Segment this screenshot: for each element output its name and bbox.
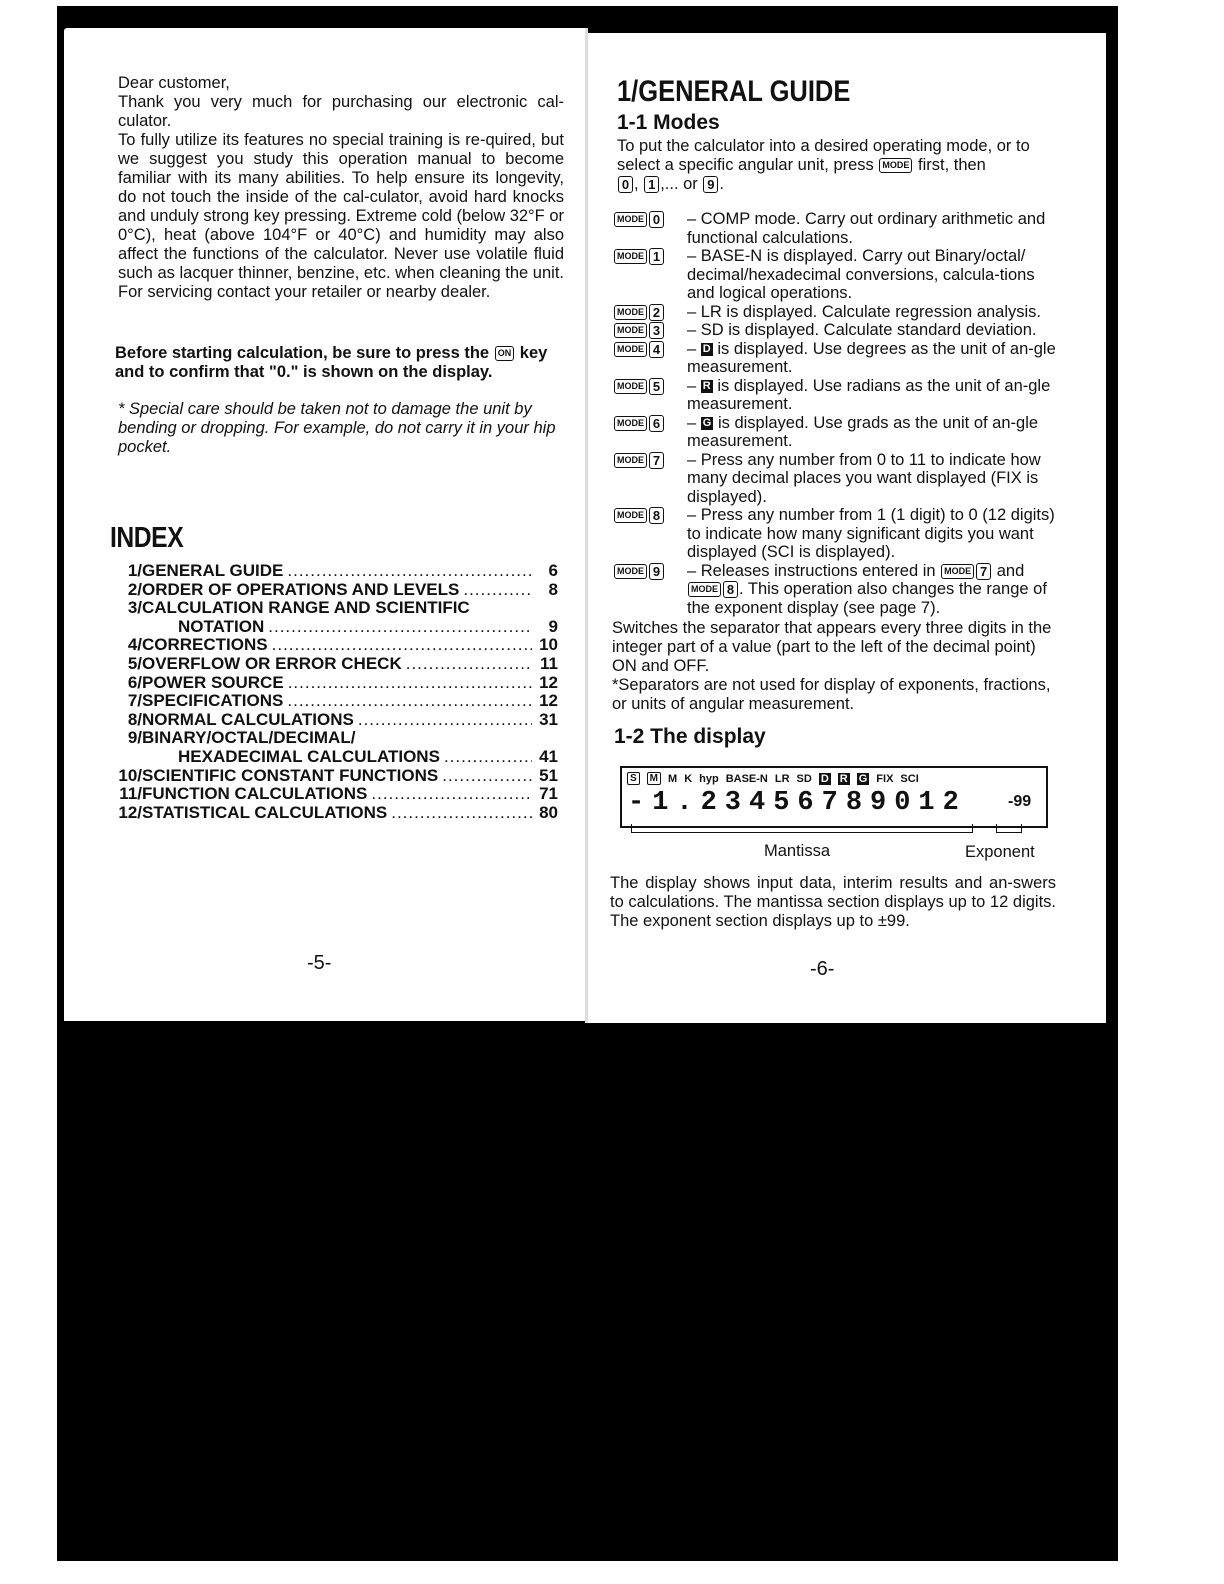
index-entry-page: 51 xyxy=(539,765,558,785)
number-key-icon: 7 xyxy=(649,452,664,469)
index-entry xyxy=(108,581,558,600)
index-entry-title: OVERFLOW OR ERROR CHECK xyxy=(142,653,402,673)
annunciator-lr-icon: LR xyxy=(774,772,790,785)
modes-intro-a: To put the calculator into a desired operating mode, or to select a specific angular unit, press xyxy=(617,137,1030,174)
exponent-bracket xyxy=(996,824,1022,833)
index-entry-number: 5/ xyxy=(127,653,142,673)
index-entry-number: 12/ xyxy=(118,802,142,822)
index-entry-page: 10 xyxy=(539,635,558,655)
mode-text: – Releases instructions entered in xyxy=(687,561,936,580)
index-entry-title: CORRECTIONS xyxy=(142,635,268,655)
calculator-display xyxy=(620,766,1048,828)
index-entry-leader xyxy=(391,804,532,823)
angle-indicator-icon: G xyxy=(702,416,712,429)
mode-dash: – xyxy=(687,413,697,432)
mode-key-combo xyxy=(613,414,687,451)
index-entry-leader xyxy=(406,655,532,674)
right-page xyxy=(588,33,1106,1023)
mode-key-combo xyxy=(613,303,687,322)
mode-text: – LR is displayed. Calculate regression analysis. xyxy=(687,302,1042,321)
mode-description xyxy=(687,451,1063,507)
index-entry xyxy=(108,711,558,730)
mode-entry xyxy=(613,210,1063,247)
annunciator-m-icon: M xyxy=(647,772,661,785)
mantissa-bracket xyxy=(631,824,973,833)
intro-text xyxy=(118,74,564,302)
index-entry-leader xyxy=(444,748,532,767)
annunciator-r-icon: R xyxy=(839,772,848,785)
left-page xyxy=(64,28,585,1021)
mode-key-icon: MODE xyxy=(614,453,647,468)
index-entry-number: 10/ xyxy=(118,765,142,785)
display-annunciators xyxy=(627,772,919,785)
number-key-icon: 2 xyxy=(649,304,664,321)
mode-key-icon: MODE xyxy=(614,508,647,523)
mode-key-icon: MODE xyxy=(614,564,647,579)
index-entry-number: 4/ xyxy=(127,635,142,655)
index-entry-leader xyxy=(288,674,532,693)
mode-description xyxy=(687,210,1063,247)
mode-entry xyxy=(613,321,1063,340)
index-entry-page: 6 xyxy=(548,561,558,580)
mode-key-combo xyxy=(613,562,687,618)
angle-indicator-icon: D xyxy=(702,342,711,355)
angle-indicator-icon: R xyxy=(702,379,711,392)
mode-description xyxy=(687,303,1063,322)
mode-key-icon: MODE xyxy=(614,323,647,338)
index-entry-number: 6/ xyxy=(127,672,142,692)
display-exponent-value: -99 xyxy=(1008,793,1032,810)
mode-description xyxy=(687,562,1063,618)
mode-description xyxy=(687,377,1063,414)
page-number-right: -6- xyxy=(810,958,835,980)
mode-key-icon: MODE xyxy=(614,249,647,264)
index-entry-page: 9 xyxy=(548,616,558,636)
mode-key-combo xyxy=(613,340,687,377)
mode-dash: – xyxy=(687,376,697,395)
mode-key-combo xyxy=(613,210,687,247)
zero-key-icon: 0 xyxy=(618,176,633,193)
mode-key-icon: MODE xyxy=(614,416,647,431)
modes-subheading: 1-1 Modes xyxy=(617,111,720,134)
index-entry-title: FUNCTION CALCULATIONS xyxy=(142,784,368,804)
number-key-icon: 9 xyxy=(649,563,664,580)
mantissa-label: Mantissa xyxy=(764,842,831,860)
mode-key-icon: MODE xyxy=(688,582,721,597)
index-entry xyxy=(108,729,558,748)
seven-key-icon: 7 xyxy=(976,563,991,580)
care-note: * Special care should be taken not to damage the unit by bending or dropping. For example, do not carry it in your hip pocket. xyxy=(118,400,556,456)
index-entry-page: 71 xyxy=(539,784,558,804)
number-key-icon: 6 xyxy=(649,415,664,432)
index-entry-title: STATISTICAL CALCULATIONS xyxy=(142,802,388,822)
mode-text: – Press any number from 0 to 11 to indicate how many decimal places you want displayed (FIX is displayed). xyxy=(687,450,1041,506)
care-paragraph: To fully utilize its features no special training is re-quired, but we suggest you study this operation manual to become familiar with its many abilities. To help ensure its longevity, do not touch the inside of the cal-culator, avoid hard knocks and unduly strong key pressing. Extreme cold (below 32°F or 0°C), heat (above 104°F or 40°C) and humidity may also affect the functions of the calculator. Never use volatile fluid such as lacquer thinner, benzine, etc. when cleaning the unit. For servicing contact your retailer or nearby dealer. xyxy=(118,131,564,301)
modes-intro-dots: ,... or xyxy=(660,175,698,193)
mode-key-combo xyxy=(613,321,687,340)
index-entry-number: 1/ xyxy=(127,561,142,580)
nine-key-icon: 9 xyxy=(703,176,718,193)
mode-key-icon: MODE xyxy=(614,379,647,394)
exponent-label: Exponent xyxy=(965,843,1035,861)
mode-description xyxy=(687,414,1063,451)
eight-key-icon: 8 xyxy=(723,581,738,598)
annunciator-fix-icon: FIX xyxy=(876,772,894,785)
index-entry xyxy=(108,599,558,618)
index-entry-page: 12 xyxy=(539,672,558,692)
index-entry-title: NORMAL CALCULATIONS xyxy=(142,709,354,729)
index-entry-number: 2/ xyxy=(127,579,142,599)
index-entry-page: 11 xyxy=(540,653,558,673)
one-key-icon: 1 xyxy=(644,176,659,193)
index-entry-page: 80 xyxy=(539,802,558,822)
mode-description xyxy=(687,340,1063,377)
mode-key-icon: MODE xyxy=(614,212,647,227)
index-entry-title: GENERAL GUIDE xyxy=(142,561,284,580)
modes-intro: To put the calculator into a desired operating mode, or to select a specific angular unit, press MODE first, then 0 , 1 ,... or 9 . xyxy=(617,137,1030,193)
annunciator-base-n-icon: BASE-N xyxy=(725,772,768,785)
mode-dash: – xyxy=(687,339,697,358)
number-key-icon: 0 xyxy=(649,211,664,228)
index-entry-number: 8/ xyxy=(127,709,142,729)
index-entry xyxy=(108,748,558,767)
mode-entry xyxy=(613,414,1063,451)
mode-entry xyxy=(613,247,1063,303)
on-key-icon: ON xyxy=(495,346,515,361)
notice-before: Before starting calculation, be sure to press the xyxy=(115,344,490,362)
index-entry-number: 7/ xyxy=(127,691,142,711)
annunciator-hyp-icon: hyp xyxy=(699,772,719,785)
mode-text: – SD is displayed. Calculate standard deviation. xyxy=(687,321,1037,339)
mode-key-icon: MODE xyxy=(879,158,912,173)
annunciator-k-icon: K xyxy=(684,772,693,785)
number-key-icon: 1 xyxy=(649,248,664,265)
notice-paragraph xyxy=(115,344,567,382)
mode-entry xyxy=(613,506,1063,562)
mode-key-combo xyxy=(613,247,687,303)
index-entry-title: SPECIFICATIONS xyxy=(142,691,284,711)
greeting: Dear customer, xyxy=(118,74,230,92)
mode-description xyxy=(687,321,1063,340)
index-entry xyxy=(108,636,558,655)
mode-entry xyxy=(613,562,1063,618)
annunciator-s-icon: S xyxy=(627,772,640,785)
index-list xyxy=(108,562,558,822)
index-entry-title: ORDER OF OPERATIONS AND LEVELS xyxy=(142,579,460,599)
index-entry-page: 41 xyxy=(539,746,558,766)
mode-entry xyxy=(613,451,1063,507)
section-heading: 1/GENERAL GUIDE xyxy=(617,75,851,108)
annunciator-g-icon: G xyxy=(858,772,868,785)
mode-text-and: and xyxy=(996,561,1025,580)
annunciator-sci-icon: SCI xyxy=(900,772,919,785)
modes-intro-b: first, then xyxy=(918,156,986,174)
index-entry-leader xyxy=(287,692,532,711)
display-mantissa-value: -1.23456789012 xyxy=(628,788,967,818)
thanks-paragraph: Thank you very much for purchasing our electronic cal-culator. xyxy=(118,93,564,130)
index-entry-title: NOTATION xyxy=(178,616,265,636)
index-entry-number: 9/ xyxy=(127,728,142,748)
mode-entry xyxy=(613,303,1063,322)
mode-description xyxy=(687,247,1063,303)
index-entry-leader xyxy=(358,711,532,730)
index-entry-page: 12 xyxy=(539,691,558,711)
index-entry-title: CALCULATION RANGE AND SCIENTIFIC xyxy=(142,598,470,618)
index-entry-number: 3/ xyxy=(127,598,142,618)
index-heading: INDEX xyxy=(110,522,184,554)
annunciator-sd-icon: SD xyxy=(796,772,812,785)
index-entry-number: 11/ xyxy=(119,784,142,804)
index-entry-title: SCIENTIFIC CONSTANT FUNCTIONS xyxy=(142,765,439,785)
mode-key-combo xyxy=(613,377,687,414)
mode-text: is displayed. Use degrees as the unit of an-gle measurement. xyxy=(687,339,1056,376)
index-entry xyxy=(108,562,558,581)
annunciator-d-icon: D xyxy=(820,772,829,785)
mode-key-icon: MODE xyxy=(614,342,647,357)
index-entry xyxy=(108,804,558,823)
mode-text: – Press any number from 1 (1 digit) to 0 (12 digits) to indicate how many significant digits you want displayed (SCI is displayed). xyxy=(687,506,1055,561)
index-entry xyxy=(108,692,558,711)
mode-entry xyxy=(613,340,1063,377)
index-entry xyxy=(108,785,558,804)
number-key-icon: 8 xyxy=(649,507,664,524)
modes-list xyxy=(613,210,1063,617)
notice-after: key and to confirm that "0." is shown on the display. xyxy=(115,344,548,381)
index-entry-title: HEXADECIMAL CALCULATIONS xyxy=(178,746,440,766)
modes-intro-sep: , xyxy=(634,175,639,193)
number-key-icon: 4 xyxy=(649,341,664,358)
index-entry-leader xyxy=(371,785,532,804)
separator-note-2: *Separators are not used for display of exponents, fractions, or units of angular measurement. xyxy=(612,676,1051,713)
annunciator-m-icon: M xyxy=(668,772,678,785)
index-entry-page: 31 xyxy=(539,709,558,729)
index-entry-title: BINARY/OCTAL/DECIMAL/ xyxy=(142,728,356,748)
index-entry-leader xyxy=(463,581,532,600)
mode-text: – BASE-N is displayed. Carry out Binary/octal/ decimal/hexadecimal conversions, calcula-tions and logical operations. xyxy=(687,247,1035,302)
index-entry-leader xyxy=(268,618,532,637)
separator-note: Switches the separator that appears every three digits in the integer part of a value (part to the left of the decimal point) ON and OFF. xyxy=(612,619,1052,675)
index-entry xyxy=(108,655,558,674)
index-entry xyxy=(108,674,558,693)
index-entry-title: POWER SOURCE xyxy=(142,672,284,692)
index-entry-page: 8 xyxy=(548,579,558,599)
number-key-icon: 3 xyxy=(649,322,664,339)
mode-description xyxy=(687,506,1063,562)
mode-key-combo xyxy=(613,451,687,507)
mode-text: is displayed. Use grads as the unit of an-gle measurement. xyxy=(687,413,1039,450)
display-subheading: 1-2 The display xyxy=(614,725,766,748)
mode-text-range: . This operation also changes the range of the exponent display (see page 7). xyxy=(687,580,1047,617)
mode-key-icon: MODE xyxy=(941,564,974,579)
index-entry xyxy=(108,767,558,786)
mode-text: is displayed. Use radians as the unit of an-gle measurement. xyxy=(687,376,1051,413)
index-entry-leader xyxy=(442,767,532,786)
mode-key-combo xyxy=(613,506,687,562)
index-entry-leader xyxy=(287,562,532,581)
mode-text: – COMP mode. Carry out ordinary arithmetic and functional calculations. xyxy=(687,210,1046,247)
page-number-left: -5- xyxy=(307,952,332,974)
mode-key-icon: MODE xyxy=(614,305,647,320)
index-entry xyxy=(108,618,558,637)
index-entry-leader xyxy=(272,636,532,655)
number-key-icon: 5 xyxy=(649,378,664,395)
mode-entry xyxy=(613,377,1063,414)
display-note: The display shows input data, interim results and an-swers to calculations. The mantissa section displays up to 12 digits. The exponent section displays up to ±99. xyxy=(610,874,1056,930)
